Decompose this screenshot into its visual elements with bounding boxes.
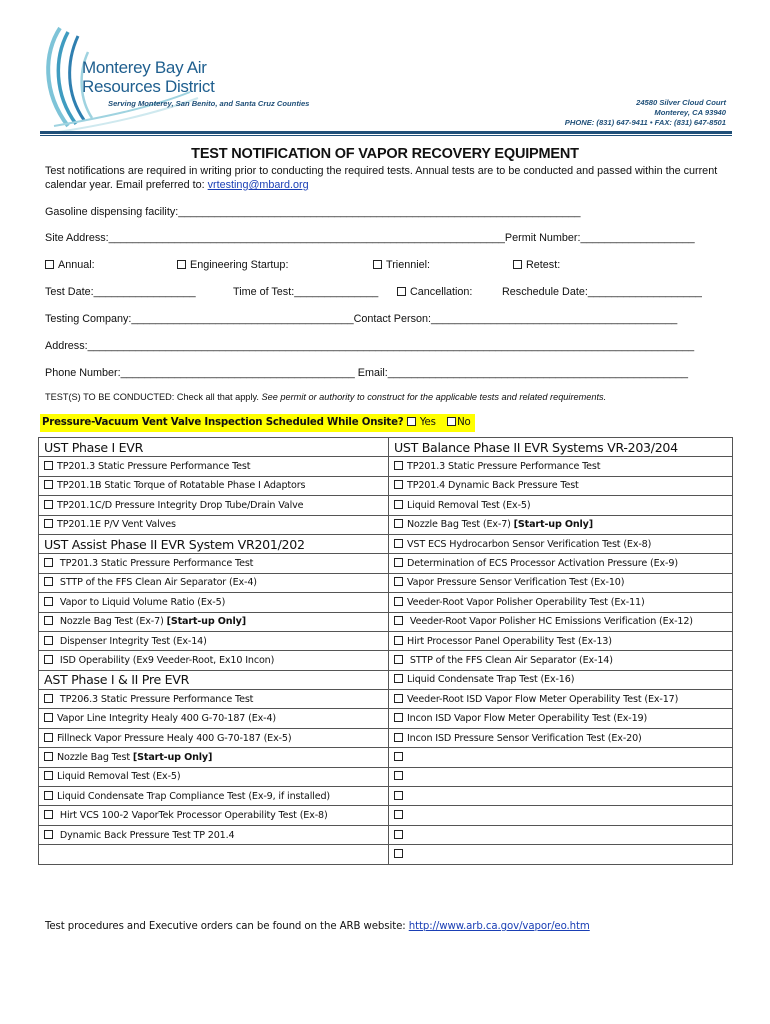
table-row — [39, 651, 733, 670]
table-row — [39, 825, 733, 844]
test-checkbox-item[interactable] — [39, 496, 389, 515]
test-checkbox-item[interactable] — [39, 709, 389, 728]
pv-inspection-question — [40, 414, 475, 432]
header-divider-thin — [40, 135, 732, 136]
email-link[interactable]: vrtesting@mbard.org — [207, 179, 309, 191]
test-label: Liquid Condensate Trap Test (Ex-16) — [407, 674, 575, 686]
checkbox-icon — [44, 480, 53, 489]
test-label: Fillneck Vapor Pressure Healy 400 G-70-187 (Ex-5) — [57, 732, 292, 744]
checkbox-icon — [394, 713, 403, 722]
test-checkbox-item[interactable] — [389, 709, 733, 728]
startup-only-note: [Start-up Only] — [132, 751, 213, 763]
checkbox-icon — [394, 752, 403, 761]
test-checkbox-item[interactable] — [39, 573, 389, 592]
org-name-line1: Monterey Bay Air — [82, 58, 207, 77]
table-row — [39, 515, 733, 534]
checkbox-icon — [394, 616, 403, 625]
address-field[interactable]: Address:_____________________________________________________________________________________________________ — [45, 340, 695, 352]
checkbox-icon — [394, 500, 403, 509]
triennial-label: Trienniel: — [386, 259, 431, 271]
annual-checkbox[interactable] — [45, 259, 95, 271]
footer-note — [45, 921, 590, 932]
checkbox-icon — [394, 771, 403, 780]
checkbox-icon — [394, 830, 403, 839]
checkbox-icon — [373, 260, 382, 269]
test-label: Veeder-Root ISD Vapor Flow Meter Operability Test (Ex-17) — [407, 693, 679, 705]
test-checkbox-item[interactable] — [389, 845, 733, 864]
test-checkbox-item[interactable] — [389, 651, 733, 670]
address-line1: 24580 Silver Cloud Court — [636, 98, 726, 107]
test-label: Vapor Pressure Sensor Verification Test (Ex-10) — [407, 577, 625, 589]
tests-table — [38, 437, 733, 865]
checkbox-icon — [44, 810, 53, 819]
test-label: Veeder-Root Vapor Polisher HC Emissions Verification (Ex-12) — [407, 616, 693, 628]
pv-yes-checkbox[interactable] — [407, 417, 436, 428]
checkbox-icon — [394, 519, 403, 528]
checkbox-icon — [44, 655, 53, 664]
checkbox-icon — [394, 480, 403, 489]
test-checkbox-item[interactable] — [389, 534, 733, 553]
test-label: Incon ISD Vapor Flow Meter Operability Test (Ex-19) — [407, 713, 648, 725]
checkbox-icon — [44, 771, 53, 780]
test-label: TP201.1E P/V Vent Valves — [57, 519, 176, 531]
checkbox-icon — [44, 830, 53, 839]
table-row — [39, 457, 733, 476]
table-row — [39, 845, 733, 864]
test-label: Incon ISD Pressure Sensor Verification Test (Ex-20) — [407, 732, 642, 744]
test-checkbox-item[interactable] — [389, 476, 733, 495]
test-label: ISD Operability (Ex9 Veeder-Root, Ex10 Incon) — [57, 654, 275, 666]
test-checkbox-item[interactable] — [389, 573, 733, 592]
test-label: TP201.3 Static Pressure Performance Test — [57, 558, 254, 570]
pv-no-checkbox[interactable] — [447, 417, 470, 428]
tests-instructions — [45, 392, 606, 402]
test-label: STTP of the FFS Clean Air Separator (Ex-4) — [57, 577, 257, 589]
checkbox-icon — [44, 519, 53, 528]
checkbox-icon — [394, 461, 403, 470]
checkbox-icon — [394, 733, 403, 742]
pv-inspection-label: Pressure-Vacuum Vent Valve Inspection Scheduled While Onsite? — [42, 417, 407, 428]
retest-checkbox[interactable] — [513, 259, 560, 271]
table-row — [39, 496, 733, 515]
table-row — [39, 709, 733, 728]
site-address-permit-field[interactable]: Site Address:__________________________________________________________________Permit Number:___________________ — [45, 232, 695, 244]
empty-cell — [39, 845, 389, 864]
table-row — [39, 767, 733, 786]
test-label: Vapor Line Integrity Healy 400 G-70-187 (Ex-4) — [57, 713, 277, 725]
org-name-line2: Resources District — [82, 77, 215, 96]
triennial-checkbox[interactable] — [373, 259, 430, 271]
intro-text: Test notifications are required in writing prior to conducting the required tests. Annual tests are to be conducted and passed within the current calendar year. Email preferred to: — [45, 165, 718, 191]
engineering-startup-checkbox[interactable] — [177, 259, 288, 271]
test-label: Liquid Removal Test (Ex-5) — [407, 499, 531, 511]
test-label: Hirt Processor Panel Operability Test (Ex-13) — [407, 635, 612, 647]
test-checkbox-item[interactable] — [39, 554, 389, 573]
pv-no-label: No — [457, 417, 471, 428]
checkbox-icon — [44, 577, 53, 586]
test-date-field[interactable]: Test Date:_________________ — [45, 286, 196, 298]
intro-paragraph — [45, 164, 735, 192]
table-row — [39, 593, 733, 612]
table-row — [39, 612, 733, 631]
table-row — [39, 748, 733, 767]
test-checkbox-item[interactable] — [389, 612, 733, 631]
test-label: Dynamic Back Pressure Test TP 201.4 — [57, 829, 235, 841]
checkbox-icon — [44, 733, 53, 742]
org-name — [82, 58, 215, 96]
test-checkbox-item[interactable] — [39, 515, 389, 534]
header-divider — [40, 131, 732, 134]
test-checkbox-item[interactable] — [39, 787, 389, 806]
test-checkbox-item[interactable] — [39, 631, 389, 650]
checkbox-icon — [394, 674, 403, 683]
checkbox-icon — [44, 558, 53, 567]
test-checkbox-item[interactable] — [39, 476, 389, 495]
test-label: TP201.3 Static Pressure Performance Test — [57, 461, 251, 473]
org-address — [565, 98, 726, 128]
test-checkbox-item[interactable] — [39, 457, 389, 476]
test-checkbox-item[interactable] — [389, 593, 733, 612]
table-row — [39, 534, 733, 553]
checkbox-icon — [44, 752, 53, 761]
table-row — [39, 690, 733, 709]
checkbox-icon — [407, 417, 416, 426]
test-label: Liquid Condensate Trap Compliance Test (Ex-9, if installed) — [57, 790, 331, 802]
cancellation-label: Cancellation: — [410, 286, 473, 298]
checkbox-icon — [394, 694, 403, 703]
reschedule-date-field[interactable]: Reschedule Date:___________________ — [502, 286, 702, 298]
retest-label: Retest: — [526, 259, 561, 271]
table-row — [39, 806, 733, 825]
annual-label: Annual: — [58, 259, 95, 271]
table-row — [39, 438, 733, 457]
test-checkbox-item[interactable] — [389, 457, 733, 476]
org-tagline: Serving Monterey, San Benito, and Santa Cruz Counties — [108, 99, 310, 108]
test-label: Veeder-Root Vapor Polisher Operability Test (Ex-11) — [407, 596, 645, 608]
test-label: TP201.3 Static Pressure Performance Test — [407, 461, 601, 473]
test-checkbox-item[interactable] — [389, 748, 733, 767]
checkbox-icon — [44, 500, 53, 509]
test-label: Liquid Removal Test (Ex-5) — [57, 771, 181, 783]
test-checkbox-item[interactable] — [39, 825, 389, 844]
tests-instructions-prefix: TEST(S) TO BE CONDUCTED: Check all that apply. — [45, 392, 262, 402]
cancellation-checkbox[interactable] — [397, 286, 472, 298]
tests-instructions-note: See permit or authority to construct for the applicable tests and related requirements. — [261, 392, 607, 402]
section-header: UST Phase I EVR — [39, 438, 389, 457]
section-header: UST Balance Phase II EVR Systems VR-203/204 — [389, 438, 733, 457]
checkbox-icon — [397, 287, 406, 296]
test-checkbox-item[interactable] — [389, 554, 733, 573]
checkbox-icon — [447, 417, 456, 426]
test-label: VST ECS Hydrocarbon Sensor Verification Test (Ex-8) — [407, 538, 652, 550]
test-label: Nozzle Bag Test (Ex-7) — [407, 519, 514, 531]
test-checkbox-item[interactable] — [39, 593, 389, 612]
checkbox-icon — [513, 260, 522, 269]
test-checkbox-item[interactable] — [39, 767, 389, 786]
test-label: Nozzle Bag Test — [57, 751, 133, 763]
checkbox-icon — [44, 694, 53, 703]
test-checkbox-item[interactable] — [389, 825, 733, 844]
checkbox-icon — [394, 597, 403, 606]
checkbox-icon — [44, 636, 53, 645]
test-checkbox-item[interactable] — [389, 806, 733, 825]
test-label: Dispenser Integrity Test (Ex-14) — [57, 635, 207, 647]
time-of-test-field[interactable]: Time of Test:______________ — [233, 286, 379, 298]
table-row — [39, 631, 733, 650]
test-checkbox-item[interactable] — [39, 806, 389, 825]
test-label: TP201.1B Static Torque of Rotatable Phase I Adaptors — [57, 480, 306, 492]
checkbox-icon — [44, 461, 53, 470]
test-label: TP201.4 Dynamic Back Pressure Test — [407, 480, 579, 492]
arb-website-link[interactable]: http://www.arb.ca.gov/vapor/eo.htm — [408, 921, 590, 932]
test-checkbox-item[interactable] — [39, 748, 389, 767]
test-label: Determination of ECS Processor Activation Pressure (Ex-9) — [407, 558, 678, 570]
testing-company-contact-field[interactable]: Testing Company:_____________________________________Contact Person:_________________________________________ — [45, 313, 678, 325]
test-checkbox-item[interactable] — [389, 631, 733, 650]
checkbox-icon — [45, 260, 54, 269]
table-row — [39, 476, 733, 495]
engineering-startup-label: Engineering Startup: — [190, 259, 289, 271]
test-label: TP206.3 Static Pressure Performance Test — [57, 693, 254, 705]
test-checkbox-item[interactable] — [389, 728, 733, 747]
table-row — [39, 787, 733, 806]
checkbox-icon — [394, 655, 403, 664]
test-checkbox-item[interactable] — [39, 690, 389, 709]
test-checkbox-item[interactable] — [389, 496, 733, 515]
facility-field[interactable]: Gasoline dispensing facility:___________________________________________________________________ — [45, 206, 581, 218]
test-label: Hirt VCS 100-2 VaporTek Processor Operability Test (Ex-8) — [57, 810, 328, 822]
test-checkbox-item[interactable] — [389, 670, 733, 689]
test-checkbox-item[interactable] — [389, 767, 733, 786]
checkbox-icon — [394, 810, 403, 819]
checkbox-icon — [394, 558, 403, 567]
test-checkbox-item[interactable] — [389, 515, 733, 534]
checkbox-icon — [44, 713, 53, 722]
test-label: Nozzle Bag Test (Ex-7) — [57, 616, 167, 628]
checkbox-icon — [44, 791, 53, 800]
checkbox-icon — [177, 260, 186, 269]
table-row — [39, 554, 733, 573]
test-checkbox-item[interactable] — [389, 787, 733, 806]
checkbox-icon — [394, 636, 403, 645]
checkbox-icon — [44, 616, 53, 625]
checkbox-icon — [44, 597, 53, 606]
test-label: TP201.1C/D Pressure Integrity Drop Tube/Drain Valve — [57, 499, 304, 511]
test-checkbox-item[interactable] — [39, 651, 389, 670]
checkbox-icon — [394, 539, 403, 548]
test-checkbox-item[interactable] — [389, 690, 733, 709]
test-label: STTP of the FFS Clean Air Separator (Ex-14) — [407, 654, 613, 666]
section-header: AST Phase I & II Pre EVR — [39, 670, 389, 689]
page-title: TEST NOTIFICATION OF VAPOR RECOVERY EQUIPMENT — [191, 146, 579, 162]
table-row — [39, 670, 733, 689]
pv-yes-label: Yes — [419, 417, 436, 428]
startup-only-note: [Start-up Only] — [166, 616, 246, 628]
phone-fax-line: PHONE: (831) 647-9411 • FAX: (831) 647-8501 — [564, 118, 726, 127]
startup-only-note: [Start-up Only] — [513, 519, 594, 531]
footer-text: Test procedures and Executive orders can be found on the ARB website: — [45, 921, 409, 932]
test-checkbox-item[interactable] — [39, 728, 389, 747]
checkbox-icon — [394, 849, 403, 858]
test-label: Vapor to Liquid Volume Ratio (Ex-5) — [57, 596, 226, 608]
address-line2: Monterey, CA 93940 — [654, 108, 726, 117]
checkbox-icon — [394, 791, 403, 800]
table-row — [39, 728, 733, 747]
checkbox-icon — [394, 577, 403, 586]
table-row — [39, 573, 733, 592]
test-checkbox-item[interactable] — [39, 612, 389, 631]
section-header: UST Assist Phase II EVR System VR201/202 — [39, 534, 389, 553]
phone-email-field[interactable]: Phone Number:_______________________________________ Email:__________________________________________________ — [45, 367, 689, 379]
